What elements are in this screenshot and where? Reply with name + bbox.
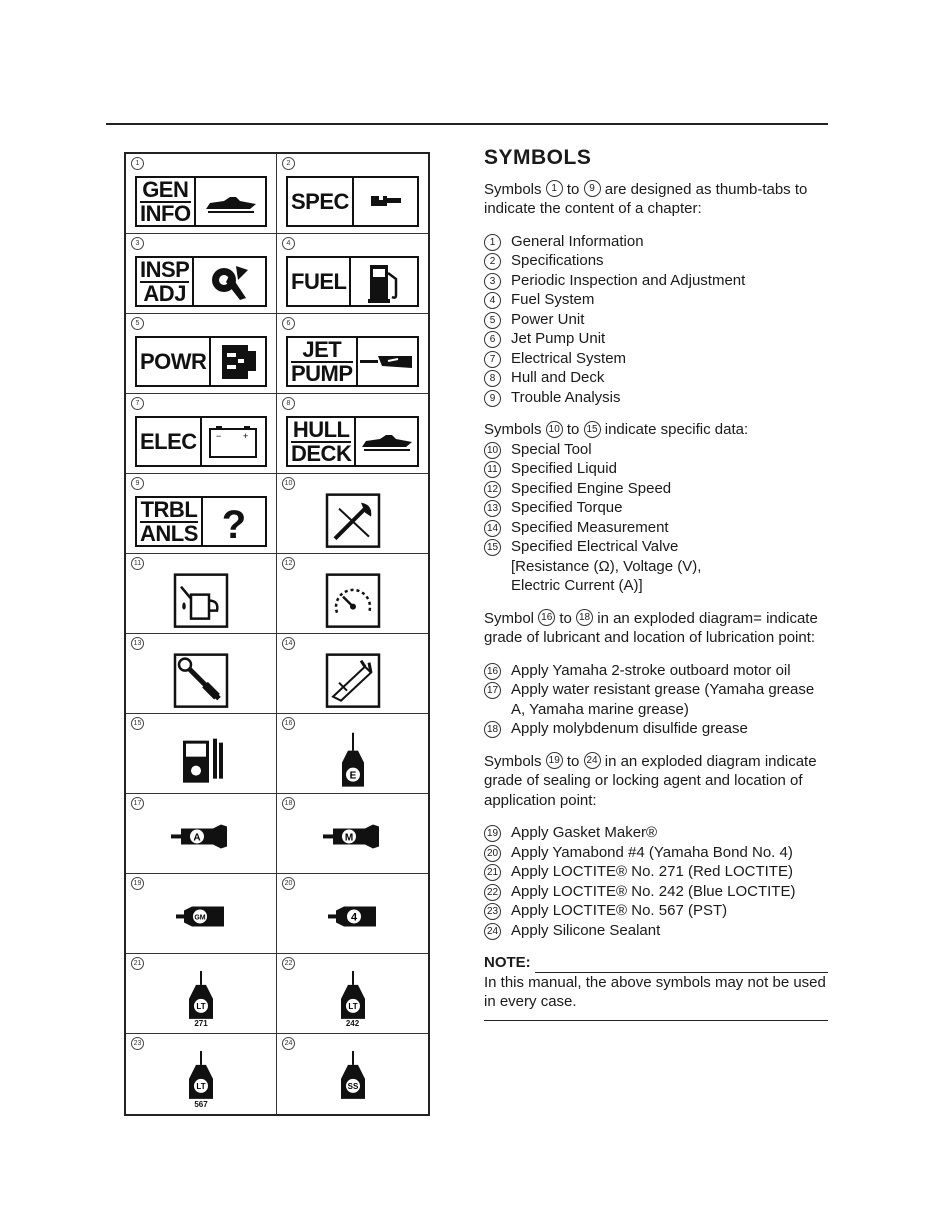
symbol-number: 22 [282, 957, 295, 970]
intro-data: Symbols 10 to 15 indicate specific data: [484, 421, 749, 438]
note-text: In this manual, the above symbols may not be used in every case. [484, 973, 826, 1010]
symbol-cell-7 [126, 394, 277, 474]
symbol-number: 11 [131, 557, 144, 570]
symbol-number: 10 [282, 477, 295, 490]
list-item: 22 Apply LOCTITE® No. 242 (Blue LOCTITE) [484, 882, 828, 902]
symbol-cell-3 [126, 234, 277, 314]
symbol-mark: GM [194, 913, 206, 921]
tab-text: INFO [140, 200, 191, 226]
oil-bottle-e-icon [338, 732, 368, 793]
list-item: 15 Specified Electrical Valve [484, 537, 828, 557]
silicone-sealant-icon [338, 1051, 368, 1106]
battery-icon [202, 418, 265, 465]
symbol-label: 242 [345, 1019, 360, 1028]
symbol-number: 8 [282, 397, 295, 410]
tab-text: ELEC [140, 428, 197, 454]
wrench-icon [354, 178, 417, 225]
symbol-number: 15 [131, 717, 144, 730]
jet-pump-icon [358, 338, 417, 385]
oil-can-icon [173, 572, 229, 633]
multimeter-icon [173, 732, 229, 793]
symbol-mark: E [349, 770, 356, 782]
tab-text: HULL [292, 416, 350, 442]
tab-text: ANLS [140, 520, 198, 546]
yamabond-icon [326, 902, 380, 935]
tab-text: GEN [140, 179, 191, 203]
tab-text: TRBL [140, 496, 198, 522]
svg-text:−: − [216, 430, 222, 441]
svg-text:?: ? [221, 502, 247, 544]
symbol-cell-5 [126, 314, 277, 394]
symbol-cell-12 [277, 554, 428, 634]
chapter-list [484, 232, 828, 408]
list-item: 20 Apply Yamabond #4 (Yamaha Bond No. 4) [484, 843, 828, 863]
symbol-cell-22 [277, 954, 428, 1034]
loctite-242-icon [338, 970, 368, 1025]
symbol-cell-18 [277, 794, 428, 874]
symbol-cell-10 [277, 474, 428, 554]
gasket-maker-icon [174, 902, 228, 935]
symbol-cell-13 [126, 634, 277, 714]
list-item: 19 Apply Gasket Maker® [484, 823, 828, 843]
list-item-continued: [Resistance (Ω), Voltage (V), [511, 557, 702, 575]
symbol-number: 1 [131, 157, 144, 170]
symbol-mark: LT [196, 1081, 206, 1091]
lubricant-list [484, 661, 828, 739]
symbol-cell-9 [126, 474, 277, 554]
tab-text: POWR [140, 348, 207, 374]
thumb-tab [286, 176, 419, 227]
symbol-cell-2 [277, 154, 428, 234]
question-icon [203, 498, 265, 545]
symbol-number: 12 [282, 557, 295, 570]
symbol-label: 567 [194, 1100, 208, 1109]
symbol-mark: 4 [350, 910, 357, 923]
symbol-label: 271 [194, 1019, 208, 1028]
symbol-number: 7 [131, 397, 144, 410]
symbol-cell-24 [277, 1034, 428, 1114]
list-item: 4 Fuel System [484, 290, 828, 310]
sealant-list [484, 823, 828, 940]
symbol-number: 6 [282, 317, 295, 330]
data-list [484, 440, 828, 596]
list-item: 3 Periodic Inspection and Adjustment [484, 271, 828, 291]
symbol-cell-8 [277, 394, 428, 474]
tab-text: PUMP [291, 360, 353, 386]
symbol-cell-20 [277, 874, 428, 954]
symbol-cell-4 [277, 234, 428, 314]
symbol-cell-1 [126, 154, 277, 234]
list-item: 5 Power Unit [484, 310, 828, 330]
list-item: 18 Apply molybdenum disulfide grease [484, 719, 828, 739]
tachometer-icon [325, 572, 381, 633]
symbol-cell-6 [277, 314, 428, 394]
symbol-number: 5 [131, 317, 144, 330]
list-item: 11 Specified Liquid [484, 459, 828, 479]
list-item: 24 Apply Silicone Sealant [484, 921, 828, 941]
thumb-tab [286, 336, 419, 387]
list-item: 7 Electrical System [484, 349, 828, 369]
torque-wrench-icon [173, 652, 229, 713]
top-rule [106, 123, 828, 125]
jet-ski-icon [196, 178, 265, 225]
thumb-tab [286, 256, 419, 307]
symbol-number: 13 [131, 637, 144, 650]
intro-chapters: Symbols 1 to 9 are designed as thumb-tabs to indicate the content of a chapter: [484, 180, 808, 217]
symbol-cell-11 [126, 554, 277, 634]
list-item: 17 Apply water resistant grease (Yamaha grease A, Yamaha marine grease) [484, 680, 828, 719]
list-item: 23 Apply LOCTITE® No. 567 (PST) [484, 901, 828, 921]
tab-text: ADJ [143, 280, 186, 306]
symbol-number: 4 [282, 237, 295, 250]
symbol-number: 2 [282, 157, 295, 170]
symbol-number: 9 [131, 477, 144, 490]
tab-text: FUEL [291, 268, 347, 294]
caliper-icon [325, 652, 381, 713]
loctite-271-icon [186, 970, 216, 1025]
symbol-mark: A [193, 831, 201, 843]
list-item: 8 Hull and Deck [484, 368, 828, 388]
grease-m-icon [321, 822, 385, 855]
note-label: NOTE: [484, 954, 531, 971]
svg-text:+: + [243, 430, 249, 441]
symbol-number: 24 [282, 1037, 295, 1050]
special-tool-icon [325, 492, 381, 553]
list-item: 1 General Information [484, 232, 828, 252]
intro-sealant: Symbols 19 to 24 in an exploded diagram indicate grade of sealing or locking agent and location of application point: [484, 752, 817, 809]
list-item: 6 Jet Pump Unit [484, 329, 828, 349]
symbol-number: 14 [282, 637, 295, 650]
symbol-cell-21 [126, 954, 277, 1034]
symbol-number: 3 [131, 237, 144, 250]
intro-lubricant: Symbol 16 to 18 in an exploded diagram= indicate grade of lubricant and location of lubrication point: [484, 609, 818, 646]
note-end-rule [484, 1020, 828, 1021]
fuel-pump-icon [351, 258, 417, 305]
thumb-tab [135, 496, 267, 547]
symbol-cell-14 [277, 634, 428, 714]
note-underline [535, 958, 828, 973]
list-item: 14 Specified Measurement [484, 518, 828, 538]
tools-icon [194, 258, 265, 305]
thumb-tab [135, 256, 267, 307]
text-column [484, 148, 828, 1021]
symbol-number: 19 [131, 877, 144, 890]
symbol-cell-15 [126, 714, 277, 794]
symbol-number: 20 [282, 877, 295, 890]
list-item: 16 Apply Yamaha 2-stroke outboard motor oil [484, 661, 828, 681]
page-title: SYMBOLS [484, 146, 592, 169]
symbol-mark: SS [347, 1081, 358, 1091]
tab-text: SPEC [291, 188, 349, 214]
list-item: 10 Special Tool [484, 440, 828, 460]
symbol-grid [124, 152, 430, 1116]
grease-a-icon [169, 822, 233, 855]
symbol-mark: LT [196, 1001, 206, 1011]
symbol-number: 18 [282, 797, 295, 810]
tab-text: DECK [291, 440, 352, 466]
tab-text: INSP [140, 256, 190, 282]
note-heading [484, 953, 828, 973]
thumb-tab [135, 176, 267, 227]
list-item-continued: Electric Current (A)] [511, 577, 643, 594]
thumb-tab [135, 336, 267, 387]
symbol-cell-19 [126, 874, 277, 954]
symbol-number: 17 [131, 797, 144, 810]
list-item: 12 Specified Engine Speed [484, 479, 828, 499]
symbol-cell-17 [126, 794, 277, 874]
engine-icon [211, 338, 265, 385]
symbol-mark: M [344, 831, 353, 843]
symbol-mark: LT [347, 1001, 358, 1011]
list-item: 13 Specified Torque [484, 498, 828, 518]
symbol-number: 21 [131, 957, 144, 970]
tab-text: JET [291, 339, 353, 363]
thumb-tab [286, 416, 419, 467]
list-item: 2 Specifications [484, 251, 828, 271]
thumb-tab [135, 416, 267, 467]
list-item: 21 Apply LOCTITE® No. 271 (Red LOCTITE) [484, 862, 828, 882]
list-item: 9 Trouble Analysis [484, 388, 828, 408]
symbol-cell-16 [277, 714, 428, 794]
symbol-number: 16 [282, 717, 295, 730]
loctite-567-icon [186, 1051, 216, 1106]
hull-icon [356, 418, 417, 465]
symbol-cell-23 [126, 1034, 277, 1114]
symbol-number: 23 [131, 1037, 144, 1050]
